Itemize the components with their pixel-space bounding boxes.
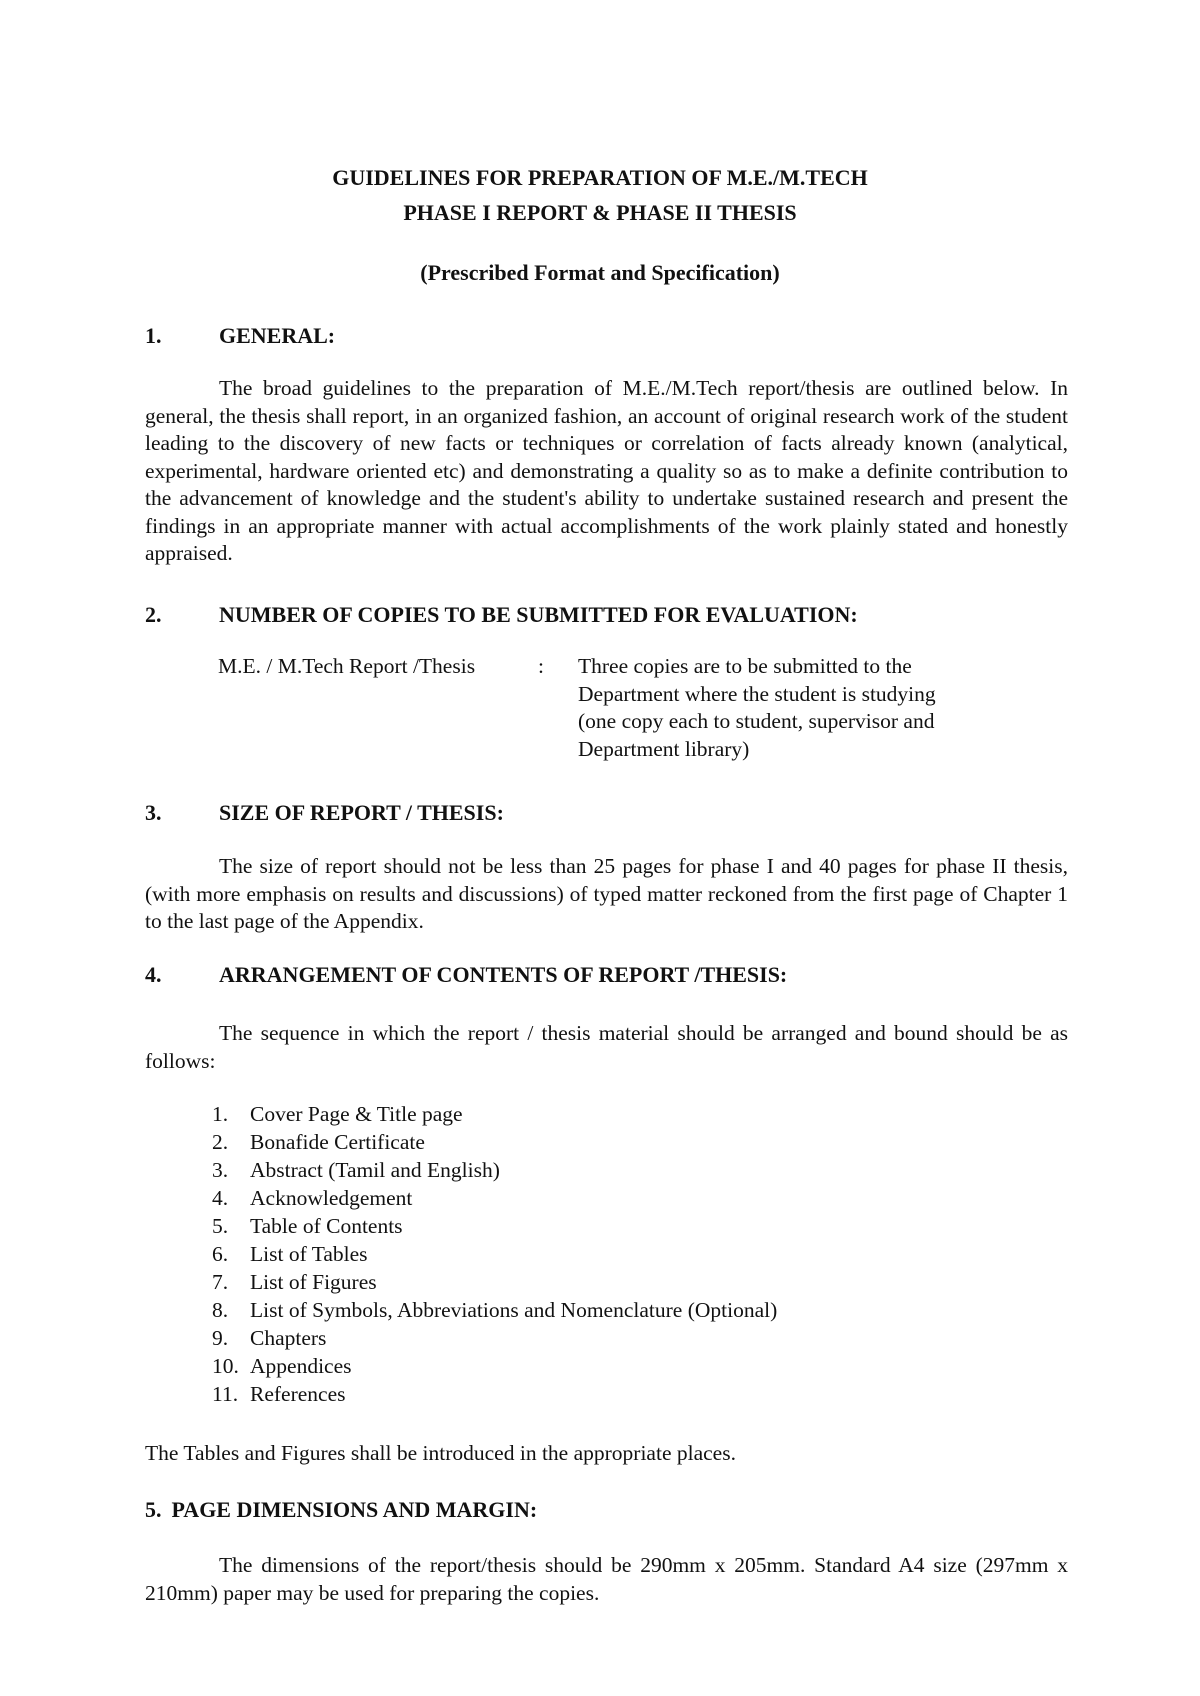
copies-line: Three copies are to be submitted to the bbox=[578, 654, 912, 678]
section-number: 1. bbox=[145, 323, 162, 348]
list-item: 5. Table of Contents bbox=[212, 1214, 403, 1238]
document-subtitle: PHASE I REPORT & PHASE II THESIS bbox=[403, 200, 797, 225]
list-item: 8. List of Symbols, Abbreviations and Nomenclature (Optional) bbox=[212, 1298, 778, 1322]
list-item: 3. Abstract (Tamil and English) bbox=[212, 1158, 500, 1182]
document-format-note: (Prescribed Format and Specification) bbox=[420, 260, 780, 285]
section-number: 4. bbox=[145, 962, 162, 987]
copies-line: Department library) bbox=[578, 736, 750, 761]
copies-label: M.E. / M.Tech Report /Thesis bbox=[218, 654, 476, 678]
section-number: 3. bbox=[145, 800, 162, 825]
section-title: ARRANGEMENT OF CONTENTS OF REPORT /THESIS: bbox=[219, 962, 788, 987]
section-title: SIZE OF REPORT / THESIS: bbox=[219, 800, 504, 825]
list-item: 2. Bonafide Certificate bbox=[212, 1130, 425, 1154]
list-item: 10. Appendices bbox=[212, 1354, 352, 1378]
section-heading-size bbox=[145, 800, 504, 826]
section-number: 5. bbox=[145, 1497, 162, 1522]
list-item: 6. List of Tables bbox=[212, 1242, 368, 1266]
copies-colon: : bbox=[538, 654, 544, 678]
general-paragraph: The broad guidelines to the preparation of M.E./M.Tech report/thesis are outlined below. In general, the thesis shall report, in an organized fashion, an account of original research work of the student leading to the discovery of new facts or techniques or correlation of facts already known (analytical, experimental, hardware oriented etc) and demonstrating a quality so as to make a definite contribution to the advancement of knowledge and the student's ability to undertake sustained research and present the findings in an appropriate manner with actual accomplishments of the work plainly stated and honestly appraised. bbox=[145, 376, 1068, 565]
list-item: 7. List of Figures bbox=[212, 1270, 377, 1294]
list-item: 9. Chapters bbox=[212, 1326, 327, 1350]
tables-figures-note: The Tables and Figures shall be introduced in the appropriate places. bbox=[145, 1441, 736, 1465]
section-heading-copies bbox=[145, 602, 858, 628]
section-title: PAGE DIMENSIONS AND MARGIN: bbox=[171, 1497, 538, 1522]
arrangement-paragraph: The sequence in which the report / thesis material should be arranged and bound should be as follows: bbox=[145, 1021, 1068, 1073]
contents-list bbox=[212, 1100, 777, 1408]
document-title: GUIDELINES FOR PREPARATION OF M.E./M.TECH bbox=[332, 165, 868, 190]
list-item: 11. References bbox=[212, 1382, 346, 1406]
section-heading-general bbox=[145, 323, 335, 349]
list-item: 4. Acknowledgement bbox=[212, 1186, 413, 1210]
section-heading-arrangement bbox=[145, 962, 787, 988]
size-paragraph: The size of report should not be less than 25 pages for phase I and 40 pages for phase II thesis, (with more emphasis on results and discussions) of typed matter reckoned from the first page of Chapter 1 to the last page of the Appendix. bbox=[145, 854, 1068, 933]
copies-description bbox=[578, 653, 998, 763]
copies-line: (one copy each to student, supervisor and bbox=[578, 709, 935, 733]
section-heading-dimensions bbox=[145, 1497, 537, 1523]
dimensions-paragraph: The dimensions of the report/thesis should be 290mm x 205mm. Standard A4 size (297mm x 210mm) paper may be used for preparing the copies. bbox=[145, 1553, 1068, 1605]
copies-line: Department where the student is studying bbox=[578, 681, 936, 706]
list-item: 1. Cover Page & Title page bbox=[212, 1102, 463, 1126]
section-number: 2. bbox=[145, 602, 162, 627]
section-title: NUMBER OF COPIES TO BE SUBMITTED FOR EVALUATION: bbox=[219, 602, 858, 627]
section-title: GENERAL: bbox=[219, 323, 336, 348]
